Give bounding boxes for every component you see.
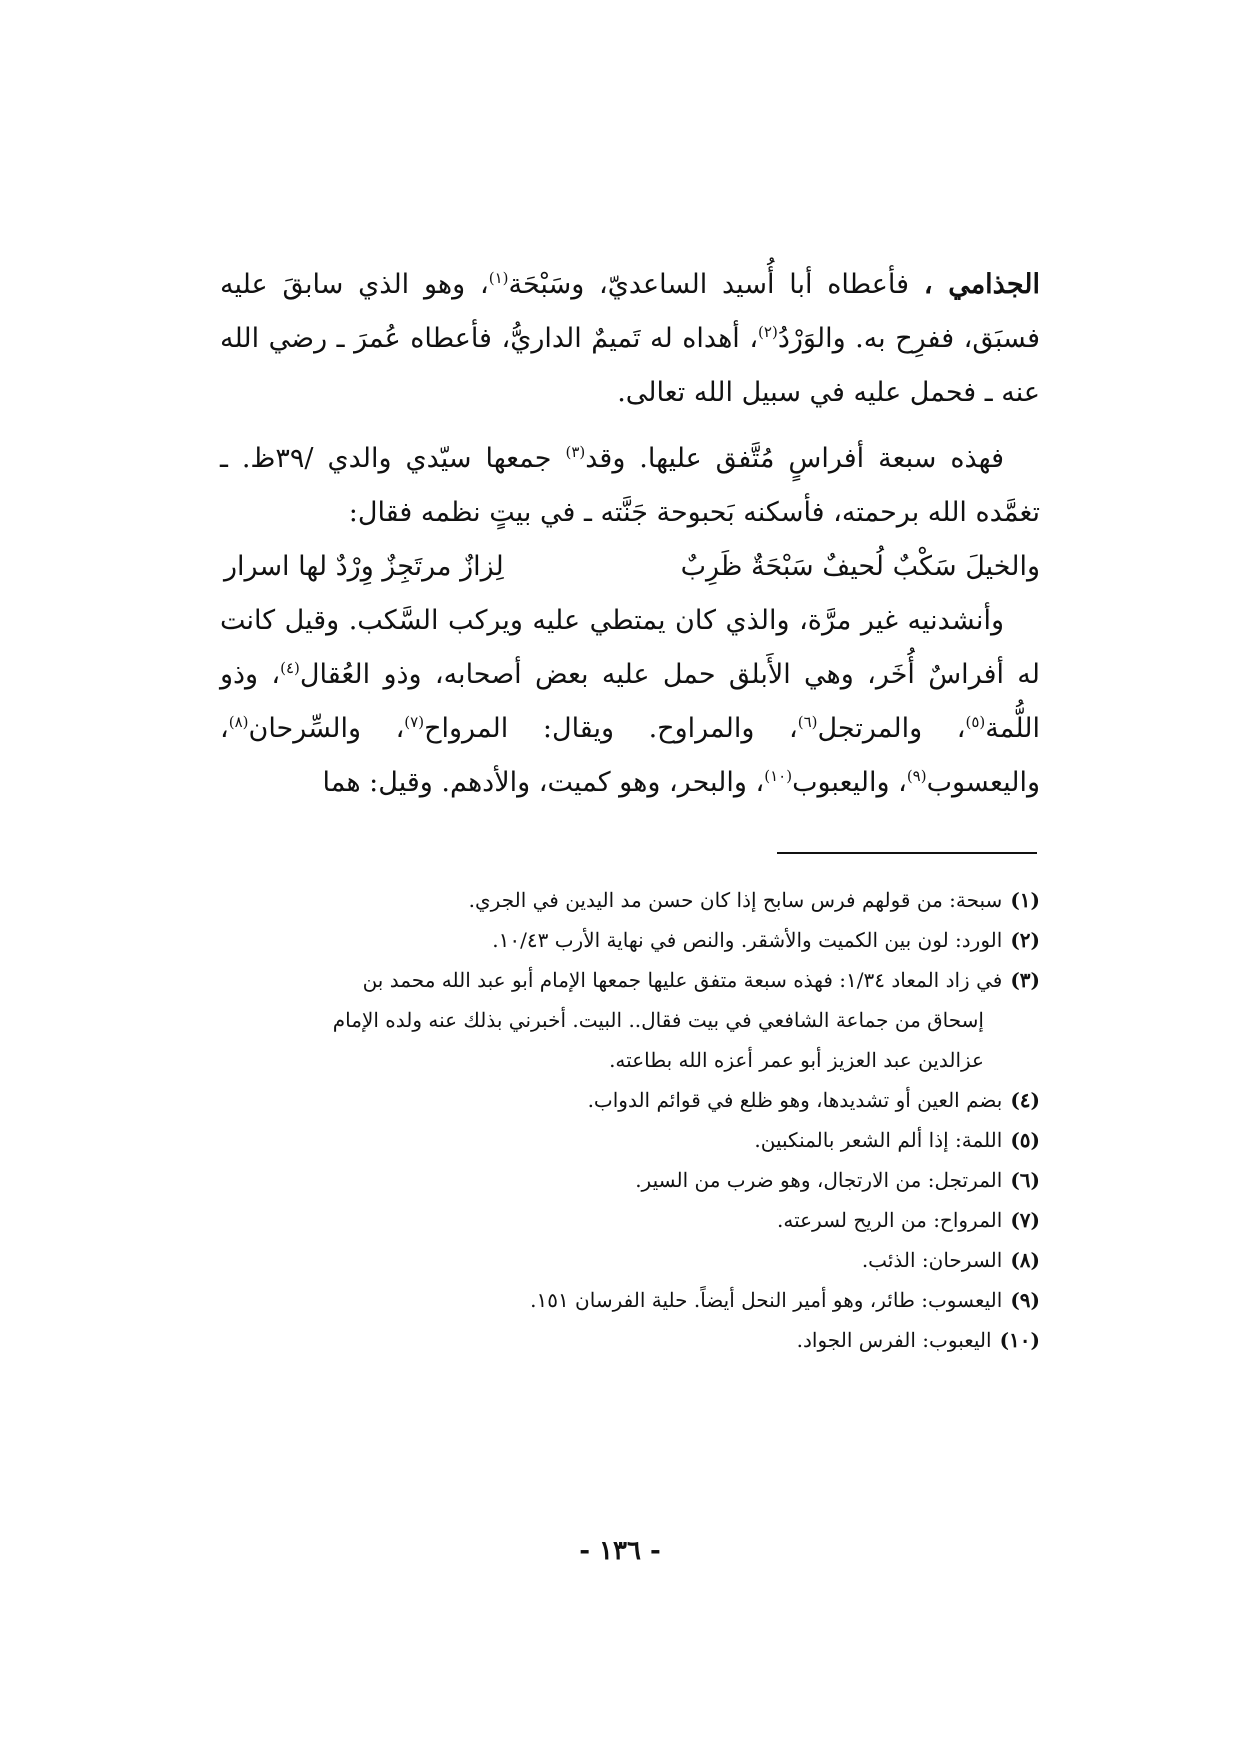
footnote-5	[220, 1120, 1040, 1160]
footnote-ref-8: (٨)	[228, 713, 249, 731]
footnote-6	[220, 1160, 1040, 1200]
footnote-text: اللمة: إذا ألم الشعر بالمنكبين.	[754, 1128, 1003, 1152]
footnote-text: اليعبوب: الفرس الجواد.	[796, 1328, 992, 1352]
footnote-continuation: إسحاق من جماعة الشافعي في بيت فقال.. البيت. أخبرني بذلك عنه ولده الإمام	[332, 1008, 984, 1032]
footnote-10	[220, 1320, 1040, 1360]
footnote-ref-6: (٦)	[797, 713, 818, 731]
footnote-number: (٤)	[1010, 1088, 1040, 1112]
footnote-number: (٢)	[1010, 928, 1040, 952]
footnote-text: اليعسوب: طائر، وهو أمير النحل أيضاً. حلية الفرسان ١٥١.	[530, 1288, 1003, 1312]
paragraph-1	[220, 258, 1040, 420]
paragraph-3-text-e: ، والسِّرحان	[248, 713, 405, 744]
footnote-continuation: عزالدين عبد العزيز أبو عمر أعزه الله بطاعته.	[609, 1048, 984, 1072]
footnote-3	[220, 960, 1040, 1080]
paragraph-1-text-b: ، وهو الذي سابقَ عليه فسبَق، ففرِح به. والوَرْدُ	[220, 269, 1040, 354]
footnote-ref-7: (٧)	[404, 713, 425, 731]
footnote-text: السرحان: الذئب.	[861, 1248, 1003, 1272]
footnote-2	[220, 920, 1040, 960]
page-number: - ١٣٦ -	[579, 1536, 661, 1566]
main-text	[220, 258, 1040, 810]
footnote-number: (٧)	[1010, 1208, 1040, 1232]
footnote-1	[220, 880, 1040, 920]
footnote-ref-4: (٤)	[280, 659, 300, 677]
footnote-7	[220, 1200, 1040, 1240]
paragraph-3-text-f: ، واليعسوب	[220, 713, 1040, 798]
paragraph-3-text-g: ، واليعبوب	[792, 767, 907, 798]
footnote-separator	[777, 852, 1037, 854]
footnote-number: (١٠)	[999, 1328, 1040, 1352]
footnote-text: سبحة: من قولهم فرس سابح إذا كان حسن مد اليدين في الجري.	[468, 888, 1003, 912]
paragraph-1-text-c: ، أهداه له تَميمٌ الداريُّ، فأعطاه عُمرَ ـ رضي الله عنه ـ فحمل عليه في سبيل الله تعالى.	[220, 323, 1040, 408]
footnote-text: في زاد المعاد ١/٣٤: فهذه سبعة متفق عليها جمعها الإمام أبو عبد الله محمد بن	[362, 968, 1003, 992]
footnote-text: المرتجل: من الارتجال، وهو ضرب من السير.	[635, 1168, 1003, 1192]
paragraph-2-text-a: فهذه سبعة أفراسٍ مُتَّفق عليها. وقد	[585, 443, 1004, 474]
footnote-9	[220, 1280, 1040, 1320]
paragraph-3-text-b: ، وذو اللُّمة	[220, 659, 1040, 744]
footnote-number: (١)	[1010, 888, 1040, 912]
footnote-number: (٥)	[1010, 1128, 1040, 1152]
footnote-number: (٩)	[1010, 1288, 1040, 1312]
footnote-number: (٨)	[1010, 1248, 1040, 1272]
footnote-ref-10: (١٠)	[764, 767, 793, 785]
paragraph-2	[220, 432, 1040, 540]
footnote-number: (٣)	[1010, 968, 1040, 992]
paragraph-1-lead: الجذامي ،	[923, 269, 1041, 300]
paragraph-3	[220, 594, 1040, 810]
verse-first-hemistich: والخيلَ سَكْبٌ لُحيفٌ سَبْحَةٌ ظَرِبٌ	[680, 551, 1040, 582]
footnotes	[220, 880, 1040, 1360]
footnote-number: (٦)	[1010, 1168, 1040, 1192]
footnote-text: المرواح: من الريح لسرعته.	[777, 1208, 1003, 1232]
paragraph-3-text-c: ، والمرتجل	[817, 713, 966, 744]
paragraph-2-text-b: جمعها سيّدي والدي /٣٩ظ. ـ تغمَّده الله برحمته، فأسكنه بَحبوحة جَنَّته ـ في بيتٍ نظمه فقال:	[220, 443, 1040, 528]
footnote-4	[220, 1080, 1040, 1120]
footnote-ref-9: (٩)	[906, 767, 927, 785]
footnote-text: الورد: لون بين الكميت والأشقر. والنص في نهاية الأرب ١٠/٤٣.	[492, 928, 1003, 952]
footnote-ref-3: (٣)	[565, 443, 586, 461]
poetry-verse	[220, 540, 1040, 594]
paragraph-3-text-h: ، والبحر، وهو كميت، والأدهم. وقيل: هما	[322, 767, 765, 798]
paragraph-3-text-a: وأنشدنيه غير مرَّة، والذي كان يمتطي عليه ويركب السَّكب. وقيل كانت له أفراسٌ أُخَر، وهي الأَبلق حمل عليه بعض أصحابه، وذو العُقال	[220, 605, 1040, 690]
footnote-8	[220, 1240, 1040, 1280]
paragraph-1-text-a: فأعطاه أبا أُسيد الساعديّ، وسَبْحَة	[508, 269, 910, 300]
verse-second-hemistich: لِزازٌ مرتَجِزٌ وِرْدٌ لها اسرار	[224, 551, 504, 582]
footnote-ref-2: (٢)	[758, 323, 778, 341]
footnote-ref-1: (١)	[488, 269, 509, 287]
paragraph-3-text-d: ، والمراوح. ويقال: المرواح	[424, 713, 798, 744]
footnote-ref-5: (٥)	[965, 713, 986, 731]
footnote-text: بضم العين أو تشديدها، وهو ظلع في قوائم الدواب.	[587, 1088, 1003, 1112]
